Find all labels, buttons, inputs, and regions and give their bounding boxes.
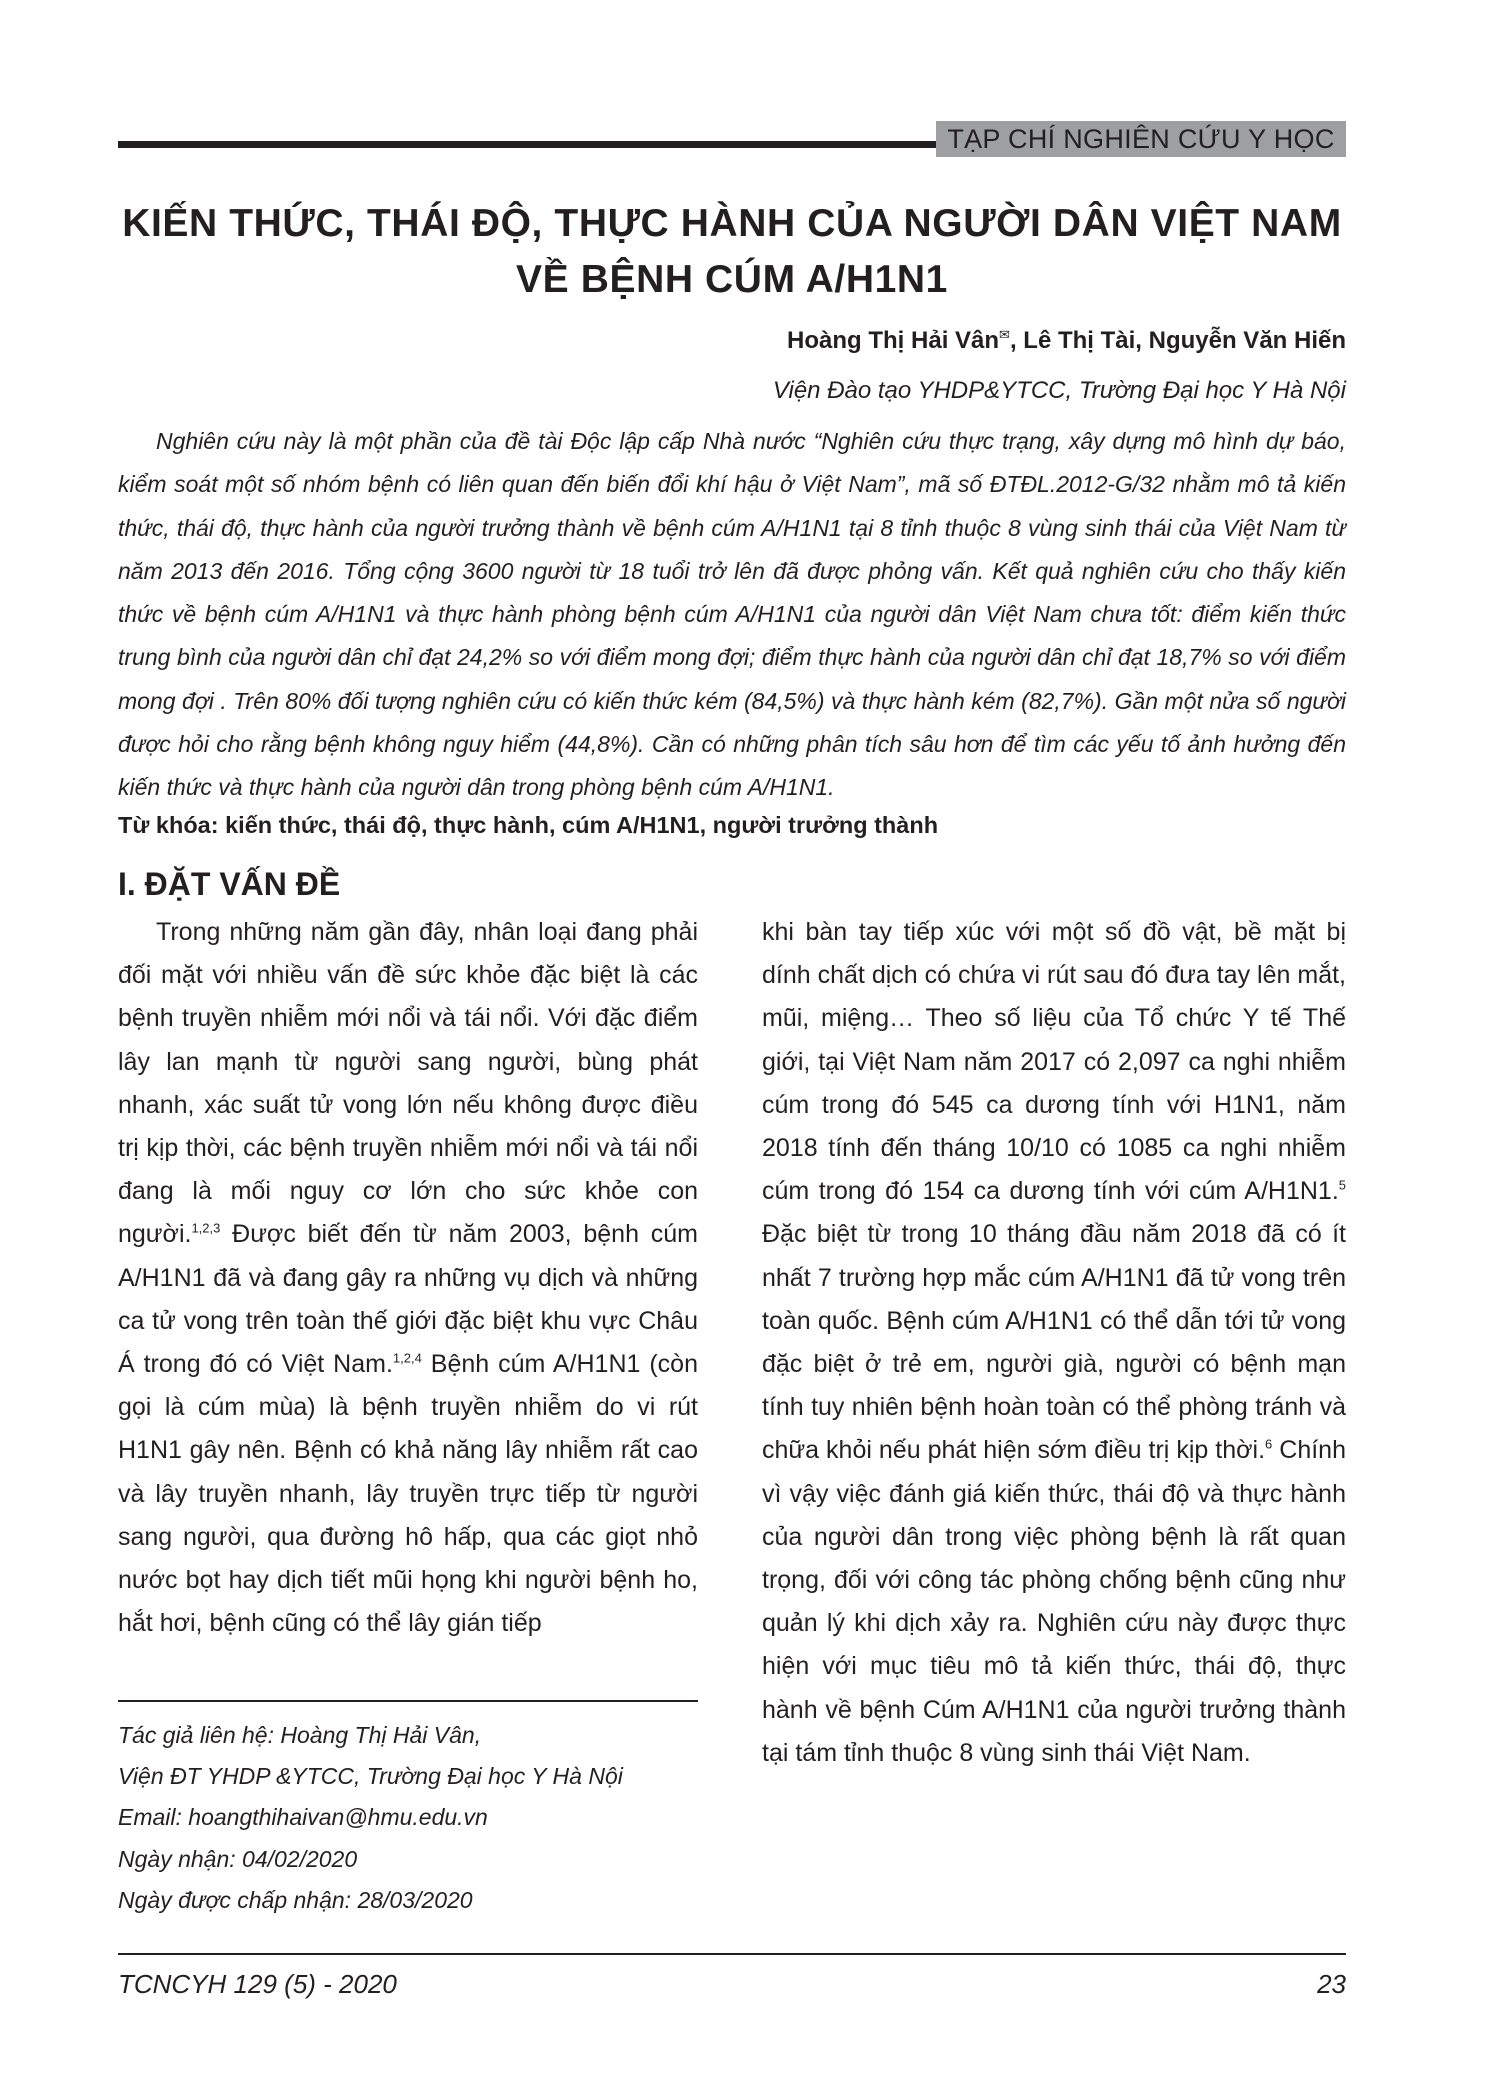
affiliation: Viện Đào tạo YHDP&YTCC, Trường Đại học Y Hà Nội xyxy=(772,377,1346,404)
footnote-email: Email: hoangthihaivan@hmu.edu.vn xyxy=(118,1804,488,1831)
citation-ref: 6 xyxy=(1265,1437,1273,1453)
abstract: Nghiên cứu này là một phần của đề tài Độc lập cấp Nhà nước “Nghiên cứu thực trạng, xây dựng mô hình dự báo, kiểm soát một số nhóm bệnh có liên quan đến biến đổi khí hậu ở Việt Nam”, mã số ĐTĐL.2012-G/32 nhằm mô tả kiến thức, thái độ, thực hành của người trưởng thành về bệnh cúm A/H1N1 tại 8 tỉnh thuộc 8 vùng sinh thái của Việt Nam từ năm 2013 đến 2016. Tổng cộng 3600 người từ 18 tuổi trở lên đã được phỏng vấn. Kết quả nghiên cứu cho thấy kiến thức về bệnh cúm A/H1N1 và thực hành phòng bệnh cúm A/H1N1 của người dân Việt Nam chưa tốt: điểm kiến thức trung bình của người dân chỉ đạt 24,2% so với điểm mong đợi; điểm thực hành của người dân chỉ đạt 18,7% so với điểm mong đợi . Trên 80% đối tượng nghiên cứu có kiến thức kém (84,5%) và thực hành kém (82,7%). Gần một nửa số người được hỏi cho rằng bệnh không nguy hiểm (44,8%). Cần có những phân tích sâu hơn để tìm các yếu tố ảnh hưởng đến kiến thức và thực hành của người dân trong phòng bệnh cúm A/H1N1. xyxy=(118,428,1346,801)
co-authors: , Lê Thị Tài, Nguyễn Văn Hiến xyxy=(1009,327,1346,354)
paragraph-segment: Đặc biệt từ trong 10 tháng đầu năm 2018 đã có ít nhất 7 trường hợp mắc cúm A/H1N1 đã tử vong trên toàn quốc. Bệnh cúm A/H1N1 có thể dẫn tới tử vong đặc biệt ở trẻ em, người già, người có bệnh mạn tính tuy nhiên bệnh hoàn toàn có thể phòng tránh và chữa khỏi nếu phát hiện sớm điều trị kịp thời. xyxy=(762,1220,1346,1465)
author-line xyxy=(787,318,1346,358)
footnote-author: Tác giả liên hệ: Hoàng Thị Hải Vân, xyxy=(118,1722,482,1748)
article-title: KIẾN THỨC, THÁI ĐỘ, THỰC HÀNH CỦA NGƯỜI DÂN VIỆT NAM VỀ BỆNH CÚM A/H1N1 xyxy=(122,202,1342,301)
paragraph-segment: Bệnh cúm A/H1N1 (còn gọi là cúm mùa) là bệnh truyền nhiễm do vi rút H1N1 gây nên. Bệnh có khả năng lây nhiễm rất cao và lây truyền nhanh, lây truyền trực tiếp từ người sang người, qua đường hô hấp, qua các giọt nhỏ nước bọt hay dịch tiết mũi họng khi người bệnh ho, hắt hơi, bệnh cũng có thể lây gián tiếp xyxy=(118,1350,698,1638)
journal-name-banner: TẠP CHÍ NGHIÊN CỨU Y HỌC xyxy=(936,121,1346,157)
footnote-institution: Viện ĐT YHDP &YTCC, Trường Đại học Y Hà Nội xyxy=(118,1763,623,1790)
paragraph-segment: Được biết đến từ năm 2003, bệnh cúm A/H1N1 đã và đang gây ra những vụ dịch và những ca tử vong trên toàn thế giới đặc biệt khu vực Châu Á trong đó có Việt Nam. xyxy=(118,1220,698,1379)
citation-ref: 1,2,3 xyxy=(191,1221,221,1237)
right-column-text xyxy=(762,911,1346,1775)
footer-rule xyxy=(118,1953,1346,1955)
citation-ref: 5 xyxy=(1338,1177,1346,1193)
paragraph-segment: Chính vì vậy việc đánh giá kiến thức, thái độ và thực hành của người dân trong việc phòng bệnh là rất quan trọng, đối với công tác phòng chống bệnh cũng như quản lý khi dịch xảy ra. Nghiên cứu này được thực hiện với mục tiêu mô tả kiến thức, thái độ, thực hành về bệnh Cúm A/H1N1 của người trưởng thành tại tám tỉnh thuộc 8 vùng sinh thái Việt Nam. xyxy=(762,1436,1346,1767)
corresponding-author: Hoàng Thị Hải Vân xyxy=(787,327,1000,354)
issue-label: TCNCYH 129 (5) - 2020 xyxy=(118,1969,397,1999)
footnote-received-date: Ngày nhận: 04/02/2020 xyxy=(118,1845,358,1872)
left-column-text xyxy=(118,911,698,1645)
correspondence-footnote xyxy=(118,1715,698,1921)
paragraph-segment: Trong những năm gần đây, nhân loại đang phải đối mặt với nhiều vấn đề sức khỏe đặc biệt là các bệnh truyền nhiễm mới nổi và tái nổi. Với đặc điểm lây lan mạnh từ người sang người, bùng phát nhanh, xác suất tử vong lớn nếu không được điều trị kịp thời, các bệnh truyền nhiễm mới nổi và tái nổi đang là mối nguy cơ lớn cho sức khỏe con người. xyxy=(118,918,698,1249)
keywords: Từ khóa: kiến thức, thái độ, thực hành, cúm A/H1N1, người trưởng thành xyxy=(118,812,939,838)
paragraph-segment: khi bàn tay tiếp xúc với một số đồ vật, bề mặt bị dính chất dịch có chứa vi rút sau đó đưa tay lên mắt, mũi, miệng… Theo số liệu của Tổ chức Y tế Thế giới, tại Việt Nam năm 2017 có 2,097 ca nghi nhiễm cúm trong đó 545 ca dương tính với H1N1, năm 2018 tính đến tháng 10/10 có 1085 ca nghi nhiễm cúm trong đó 154 ca dương tính với cúm A/H1N1. xyxy=(762,918,1346,1206)
header-rule xyxy=(118,141,940,148)
footnote-rule xyxy=(118,1700,698,1702)
page-number: 23 xyxy=(1317,1969,1346,1999)
footnote-accepted-date: Ngày được chấp nhận: 28/03/2020 xyxy=(118,1886,473,1913)
section-heading: I. ĐẶT VẤN ĐỀ xyxy=(118,866,341,902)
envelope-icon: ✉ xyxy=(999,327,1010,342)
citation-ref: 1,2,4 xyxy=(392,1350,422,1366)
